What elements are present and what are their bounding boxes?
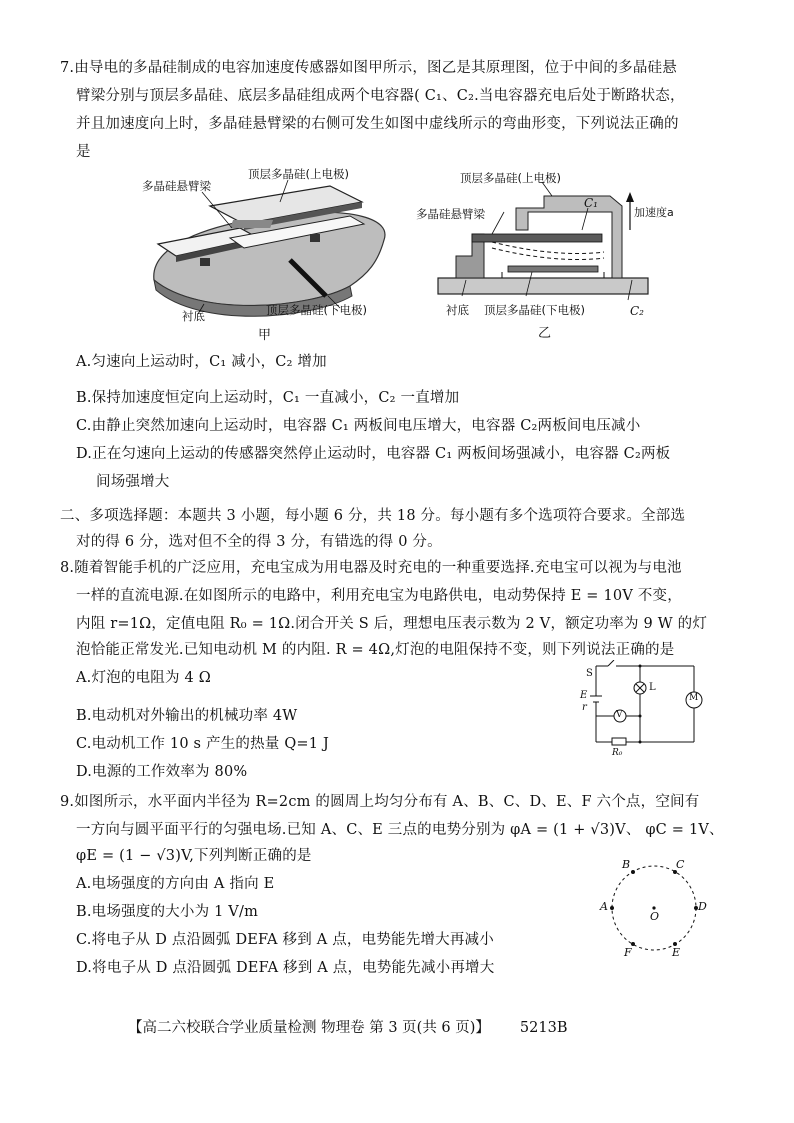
circuit-diagram bbox=[574, 660, 714, 764]
point-d-label: D bbox=[698, 900, 707, 913]
jia-label-top-electrode: 顶层多晶硅(上电极) bbox=[248, 167, 349, 181]
point-a-label: A bbox=[600, 900, 608, 913]
q7-option-a: A.匀速向上运动时，C₁ 减小，C₂ 增加 bbox=[76, 354, 327, 370]
point-b-label: B bbox=[622, 858, 631, 871]
yi-label-top-electrode: 顶层多晶硅(上电极) bbox=[460, 171, 561, 185]
circuit-label-switch: S bbox=[586, 668, 593, 679]
q8-option-b: B.电动机对外输出的机械功率 4W bbox=[76, 708, 298, 724]
yi-caption: 乙 bbox=[538, 326, 552, 341]
q8-line-4: 泡恰能正常发光.已知电动机 M 的内阻. R = 4Ω,灯泡的电阻保持不变，则下列说法正确的是 bbox=[76, 642, 675, 658]
q8-option-c: C.电动机工作 10 s 产生的热量 Q=1 J bbox=[76, 736, 329, 752]
yi-label-c2: C₂ bbox=[630, 304, 644, 318]
jia-label-beam: 多晶硅悬臂梁 bbox=[142, 179, 211, 193]
q9-line-2: 一方向与圆平面平行的匀强电场.已知 A、C、E 三点的电势分别为 φA = (1 + √3)V、 φC = 1V、 bbox=[76, 822, 724, 838]
q9-line-3: φE = (1 − √3)V,下列判断正确的是 bbox=[76, 848, 312, 864]
circuit-label-r0: R₀ bbox=[612, 748, 623, 758]
figure-yi bbox=[416, 168, 674, 341]
q9-option-c: C.将电子从 D 点沿圆弧 DEFA 移到 A 点，电势能先增大再减小 bbox=[76, 932, 494, 948]
q9-option-d: D.将电子从 D 点沿圆弧 DEFA 移到 A 点，电势能先减小再增大 bbox=[76, 960, 495, 976]
q7-option-c: C.由静止突然加速向上运动时，电容器 C₁ 两板间电压增大，电容器 C₂两板间电压减小 bbox=[76, 418, 641, 434]
q8-line-1: 8.随着智能手机的广泛应用，充电宝成为用电器及时充电的一种重要选择.充电宝可以视为与电池 bbox=[60, 560, 682, 576]
circle-with-points bbox=[594, 856, 714, 960]
q8-option-d: D.电源的工作效率为 80% bbox=[76, 764, 248, 780]
jia-caption: 甲 bbox=[258, 328, 272, 343]
yi-label-beam: 多晶硅悬臂梁 bbox=[416, 207, 485, 221]
q8-line-2: 一样的直流电源.在如图所示的电路中，利用充电宝为电路供电，电动势保持 E = 10V 不变， bbox=[76, 588, 682, 604]
yi-label-c1: C₁ bbox=[584, 196, 598, 210]
footer-code: 5213B bbox=[519, 1020, 568, 1036]
circuit-label-lamp: L bbox=[649, 682, 656, 693]
circuit-label-internal-resistance: r bbox=[582, 702, 587, 713]
q7-line-1: 7.由导电的多晶硅制成的电容加速度传感器如图甲所示，图乙是其原理图，位于中间的多晶硅悬 bbox=[60, 60, 677, 76]
circuit-label-voltmeter: V bbox=[616, 710, 623, 720]
jia-label-bottom-electrode: 顶层多晶硅(下电极) bbox=[266, 303, 367, 317]
q9-option-b: B.电场强度的大小为 1 V/m bbox=[76, 904, 259, 920]
q7-option-d-line-1: D.正在匀速向上运动的传感器突然停止运动时，电容器 C₁ 两板间场强减小，电容器 C₂两板 bbox=[76, 446, 671, 462]
page-footer bbox=[128, 1016, 567, 1037]
figure-jia bbox=[140, 167, 400, 343]
q7-option-b: B.保持加速度恒定向上运动时，C₁ 一直减小，C₂ 一直增加 bbox=[76, 390, 460, 406]
jia-label-substrate: 衬底 bbox=[182, 309, 205, 323]
footer-text: 【高二六校联合学业质量检测 物理卷 第 3 页(共 6 页)】 bbox=[128, 1020, 490, 1036]
q7-line-4: 是 bbox=[76, 144, 91, 160]
q8-option-a: A.灯泡的电阻为 4 Ω bbox=[76, 670, 211, 686]
circle-diagram bbox=[594, 856, 714, 960]
circuit-label-motor: M bbox=[689, 693, 699, 703]
circuit-label-emf: E bbox=[580, 690, 588, 701]
yi-label-substrate: 衬底 bbox=[446, 303, 469, 317]
point-f-label: F bbox=[624, 946, 632, 959]
q7-line-2: 臂梁分别与顶层多晶硅、底层多晶硅组成两个电容器( C₁、C₂.当电容器充电后处于断路状态， bbox=[76, 88, 685, 104]
point-c-label: C bbox=[676, 858, 685, 871]
section-2-line-2: 对的得 6 分，选对但不全的得 3 分，有错选的得 0 分。 bbox=[76, 534, 442, 550]
yi-label-acceleration: 加速度a bbox=[634, 206, 674, 219]
q7-line-3: 并且加速度向上时，多晶硅悬臂梁的右侧可发生如图中虚线所示的弯曲形变，下列说法正确的 bbox=[76, 116, 679, 132]
q9-option-a: A.电场强度的方向由 A 指向 E bbox=[76, 876, 275, 892]
q8-line-3: 内阻 r=1Ω，定值电阻 R₀ = 1Ω.闭合开关 S 后，理想电压表示数为 2 V，额定功率为 9 W 的灯 bbox=[76, 616, 708, 632]
q9-line-1: 9.如图所示，水平面内半径为 R=2cm 的圆周上均匀分布有 A、B、C、D、E、F 六个点，空间有 bbox=[60, 794, 700, 810]
point-o-label: O bbox=[650, 910, 660, 923]
section-2-line-1: 二、多项选择题：本题共 3 小题，每小题 6 分，共 18 分。每小题有多个选项符合要求。全部选 bbox=[60, 508, 686, 524]
circuit-wiring bbox=[574, 660, 714, 764]
yi-label-bottom-electrode: 顶层多晶硅(下电极) bbox=[484, 303, 585, 317]
q7-option-d-line-2: 间场强增大 bbox=[96, 474, 170, 490]
point-e-label: E bbox=[672, 946, 681, 959]
